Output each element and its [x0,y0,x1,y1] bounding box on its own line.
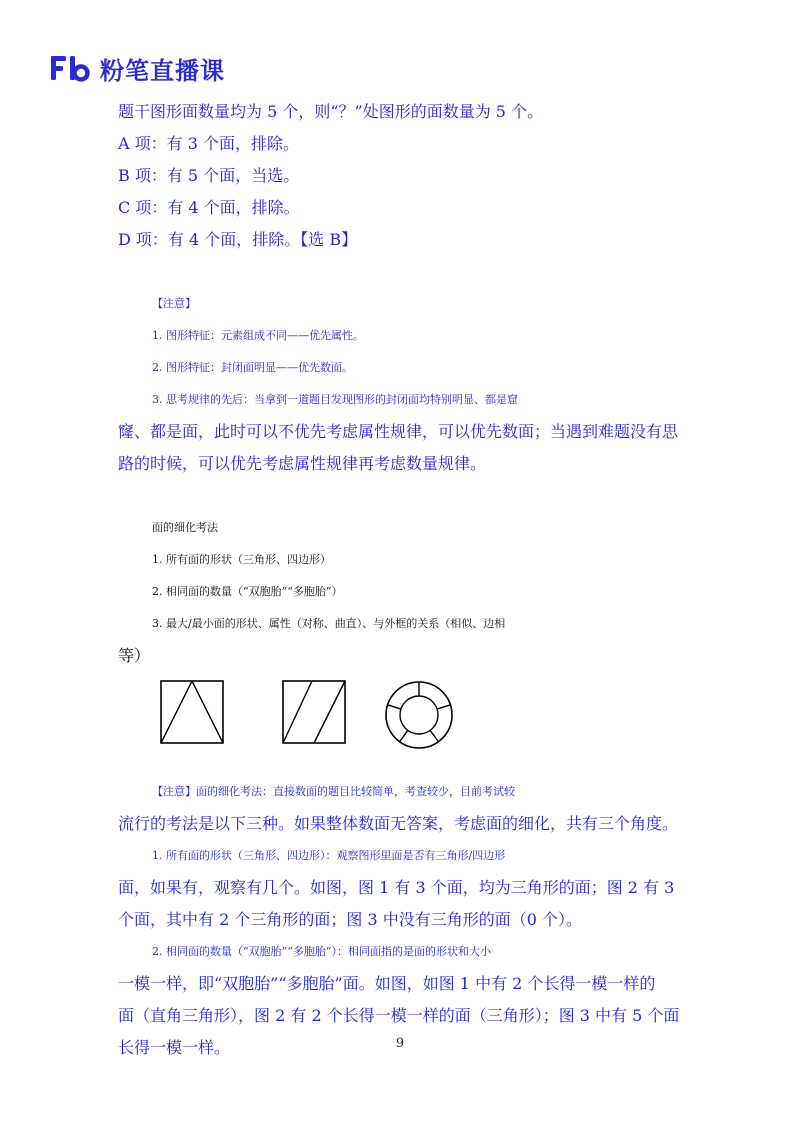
note2-p2-line-3: 个面，其中有 2 个三角形的面；图 3 中没有三角形的面（0 个）。 [118,910,582,929]
brand-name: 粉笔直播课 [100,56,225,85]
note-item-3-line-1: 3. 思考规律的先后：当拿到一道题目发现图形的封闭面均特别明显、都是窟 [152,393,518,406]
option-d: D 项：有 4 个面，排除。【选 B】 [118,230,358,249]
note-item-2: 2. 图形特征：封闭面明显——优先数面。 [152,361,353,374]
section-item-2: 2. 相同面的数量（“双胞胎”“多胞胎”） [152,585,343,598]
section-item-3-line-1: 3. 最大/最小面的形状、属性（对称、曲直）、与外框的关系（相似、边相 [152,617,506,630]
figure-row [118,680,690,762]
note2-p2-line-2: 面，如果有，观察有几个。如图，图 1 有 3 个面，均为三角形的面；图 2 有 3 [118,878,675,897]
option-c: C 项：有 4 个面，排除。 [118,198,300,217]
note-title: 【注意】 [152,297,196,310]
option-a: A 项：有 3 个面，排除。 [118,134,299,153]
note2-p3-line-1: 2. 相同面的数量（“双胞胎”“多胞胎”）：相同面指的是面的形状和大小 [152,945,491,958]
section-title: 面的细化考法 [152,521,218,534]
header-logo [50,52,225,84]
page-content [118,96,690,1064]
note-item-3-line-3: 路的时候，可以优先考虑属性规律再考虑数量规律。 [118,454,487,473]
section-item-3-line-2: 等） [118,646,151,665]
note2-p3-line-4: 长得一模一样。 [118,1038,231,1057]
note2-p2-line-1: 1. 所有面的形状（三角形、四边形）：观察图形里面是否有三角形/四边形 [152,849,506,862]
note-item-3-line-2: 窿、都是面，此时可以不优先考虑属性规律，可以优先数面；当遇到难题没有思 [118,422,679,441]
note2-p3-line-3: 面（直角三角形），图 2 有 2 个长得一模一样的面（三角形）；图 3 中有 5 个面 [118,1006,680,1025]
figure-3-segmented-ring [384,680,454,750]
option-b: B 项：有 5 个面，当选。 [118,166,300,185]
note2-p3-line-2: 一模一样，即“双胞胎”“多胞胎”面。如图，如图 1 中有 2 个长得一模一样的 [118,974,656,993]
answer-summary: 题干图形面数量均为 5 个，则“？”处图形的面数量为 5 个。 [118,102,544,121]
fb-logo-icon [50,54,92,82]
note2-p1-line-2: 流行的考法是以下三种。如果整体数面无答案，考虑面的细化，共有三个角度。 [118,814,679,833]
note-item-1: 1. 图形特征：元素组成不同——优先属性。 [152,329,364,342]
figure-1-triangle-in-square [160,680,224,744]
section-item-1: 1. 所有面的形状（三角形、四边形） [152,553,331,566]
note2-p1-line-1: 【注意】面的细化考法：直接数面的题目比较简单，考查较少，目前考试较 [152,785,515,798]
figure-2-parallel-diagonals-square [282,680,346,744]
page-number: 9 [395,1036,405,1051]
